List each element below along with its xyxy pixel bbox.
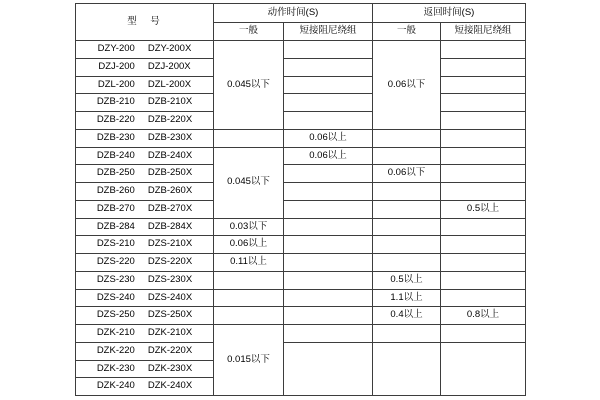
- return-damped-cell: [441, 289, 526, 307]
- table-row: [76, 76, 526, 94]
- model-code: DZL-200: [97, 78, 135, 90]
- model-cell: [76, 94, 214, 112]
- action-general-cell: [214, 271, 284, 289]
- return-damped-cell: [441, 129, 526, 147]
- action-damped-cell: 0.06以上: [284, 129, 373, 147]
- model-code: DZS-210: [96, 238, 135, 250]
- model-code: DZS-230: [96, 273, 135, 285]
- model-code-x: DZS-230X: [147, 273, 193, 285]
- model-code: DZK-210: [96, 327, 135, 339]
- return-damped-cell: 0.8以上: [441, 307, 526, 325]
- table-row: [76, 41, 526, 59]
- action-damped-cell: [284, 76, 373, 94]
- return-damped-cell: [441, 325, 526, 343]
- model-code: DZY-200: [97, 43, 135, 55]
- header-return-general: 一般: [373, 23, 441, 41]
- table-row: [76, 289, 526, 307]
- model-code: DZK-240: [96, 380, 135, 392]
- action-damped-cell: [284, 58, 373, 76]
- action-damped-cell: [284, 342, 373, 395]
- action-general-cell: 0.045以下: [214, 41, 284, 130]
- return-general-cell: 0.06以下: [373, 41, 441, 130]
- model-cell: [76, 236, 214, 254]
- action-damped-cell: [284, 183, 373, 201]
- model-code-x: DZK-240X: [147, 380, 193, 392]
- model-code-x: DZK-210X: [147, 327, 193, 339]
- return-damped-cell: [441, 271, 526, 289]
- model-cell: [76, 76, 214, 94]
- action-damped-cell: [284, 218, 373, 236]
- model-code: DZJ-200: [98, 60, 135, 72]
- return-damped-cell: 0.5以上: [441, 200, 526, 218]
- action-general-cell: 0.11以上: [214, 254, 284, 272]
- spec-table: [75, 3, 526, 396]
- model-code: DZS-220: [96, 256, 135, 268]
- table-row: [76, 271, 526, 289]
- model-code-x: DZB-250X: [147, 167, 193, 179]
- action-damped-cell: [284, 41, 373, 59]
- table-row: [76, 129, 526, 147]
- return-damped-cell: [441, 183, 526, 201]
- model-cell: [76, 129, 214, 147]
- model-code-x: DZB-210X: [147, 96, 193, 108]
- model-code-x: DZB-240X: [147, 149, 193, 161]
- return-general-cell: [373, 183, 441, 201]
- action-damped-cell: [284, 165, 373, 183]
- model-code: DZB-270: [96, 202, 135, 214]
- action-damped-cell: [284, 94, 373, 112]
- action-general-cell: [214, 129, 284, 147]
- action-damped-cell: 0.06以上: [284, 147, 373, 165]
- return-damped-cell: [441, 94, 526, 112]
- table-row: [76, 165, 526, 183]
- model-code-x: DZB-284X: [147, 220, 193, 232]
- action-damped-cell: [284, 289, 373, 307]
- model-code: DZS-250: [96, 309, 135, 321]
- action-general-cell: [214, 289, 284, 307]
- model-cell: [76, 254, 214, 272]
- table-row: [76, 236, 526, 254]
- header-model: 型 号: [76, 4, 214, 41]
- model-cell: [76, 289, 214, 307]
- model-code: DZS-240: [96, 291, 135, 303]
- return-damped-cell: [441, 147, 526, 165]
- model-cell: [76, 218, 214, 236]
- header-return-time: 返回时间(S): [373, 4, 526, 23]
- model-code: DZB-240: [96, 149, 135, 161]
- model-code: DZB-260: [96, 185, 135, 197]
- return-general-cell: 1.1以上: [373, 289, 441, 307]
- model-cell: [76, 41, 214, 59]
- header-action-time: 动作时间(S): [214, 4, 373, 23]
- return-general-cell: [373, 254, 441, 272]
- model-cell: [76, 112, 214, 130]
- table-row: [76, 325, 526, 343]
- return-general-cell: 0.06以下: [373, 165, 441, 183]
- return-general-cell: [373, 147, 441, 165]
- return-damped-cell: [441, 58, 526, 76]
- model-code: DZB-250: [96, 167, 135, 179]
- model-cell: [76, 58, 214, 76]
- header-row-groups: [76, 4, 526, 23]
- return-general-cell: [373, 218, 441, 236]
- model-code: DZB-230: [96, 131, 135, 143]
- model-cell: [76, 360, 214, 378]
- model-code-x: DZB-270X: [147, 202, 193, 214]
- action-damped-cell: [284, 325, 373, 343]
- return-damped-cell: [441, 76, 526, 94]
- return-general-cell: [373, 129, 441, 147]
- model-code: DZK-220: [96, 344, 135, 356]
- model-code-x: DZJ-200X: [147, 60, 191, 72]
- model-cell: [76, 271, 214, 289]
- return-general-cell: [373, 325, 441, 343]
- action-damped-cell: [284, 112, 373, 130]
- model-code-x: DZL-200X: [147, 78, 192, 90]
- model-code: DZK-230: [96, 362, 135, 374]
- model-cell: [76, 165, 214, 183]
- model-code-x: DZS-240X: [147, 291, 193, 303]
- action-damped-cell: [284, 271, 373, 289]
- model-cell: [76, 147, 214, 165]
- return-damped-cell: [441, 254, 526, 272]
- action-damped-cell: [284, 307, 373, 325]
- table-row: [76, 200, 526, 218]
- table-row: [76, 112, 526, 130]
- model-code: DZB-220: [96, 114, 135, 126]
- return-damped-cell: [441, 342, 526, 395]
- model-code-x: DZK-220X: [147, 344, 193, 356]
- action-damped-cell: [284, 254, 373, 272]
- table-row: [76, 147, 526, 165]
- return-general-cell: 0.5以上: [373, 271, 441, 289]
- action-damped-cell: [284, 236, 373, 254]
- return-damped-cell: [441, 41, 526, 59]
- model-code-x: DZS-220X: [147, 256, 193, 268]
- model-cell: [76, 307, 214, 325]
- model-cell: [76, 378, 214, 396]
- model-code-x: DZB-230X: [147, 131, 193, 143]
- return-damped-cell: [441, 165, 526, 183]
- return-damped-cell: [441, 112, 526, 130]
- table-row: [76, 342, 526, 360]
- return-general-cell: [373, 236, 441, 254]
- model-code: DZB-284: [96, 220, 135, 232]
- return-general-cell: [373, 342, 441, 395]
- model-cell: [76, 325, 214, 343]
- action-general-cell: [214, 307, 284, 325]
- table-row: [76, 254, 526, 272]
- return-general-cell: [373, 200, 441, 218]
- table-row: [76, 218, 526, 236]
- model-code-x: DZK-230X: [147, 362, 193, 374]
- table-row: [76, 307, 526, 325]
- table-row: [76, 183, 526, 201]
- model-cell: [76, 342, 214, 360]
- header-return-damped: 短接阻尼绕组: [441, 23, 526, 41]
- action-damped-cell: [284, 200, 373, 218]
- table-row: [76, 94, 526, 112]
- table-row: [76, 58, 526, 76]
- action-general-cell: 0.045以下: [214, 147, 284, 218]
- action-general-cell: 0.015以下: [214, 325, 284, 396]
- model-code-x: DZS-250X: [147, 309, 193, 321]
- action-general-cell: 0.03以下: [214, 218, 284, 236]
- return-general-cell: 0.4以上: [373, 307, 441, 325]
- model-code-x: DZY-200X: [147, 43, 192, 55]
- header-action-general: 一般: [214, 23, 284, 41]
- action-general-cell: 0.06以上: [214, 236, 284, 254]
- return-damped-cell: [441, 236, 526, 254]
- return-damped-cell: [441, 218, 526, 236]
- model-cell: [76, 200, 214, 218]
- model-cell: [76, 183, 214, 201]
- model-code: DZB-210: [96, 96, 135, 108]
- model-code-x: DZB-260X: [147, 185, 193, 197]
- header-action-damped: 短接阻尼绕组: [284, 23, 373, 41]
- model-code-x: DZB-220X: [147, 114, 193, 126]
- model-code-x: DZS-210X: [147, 238, 193, 250]
